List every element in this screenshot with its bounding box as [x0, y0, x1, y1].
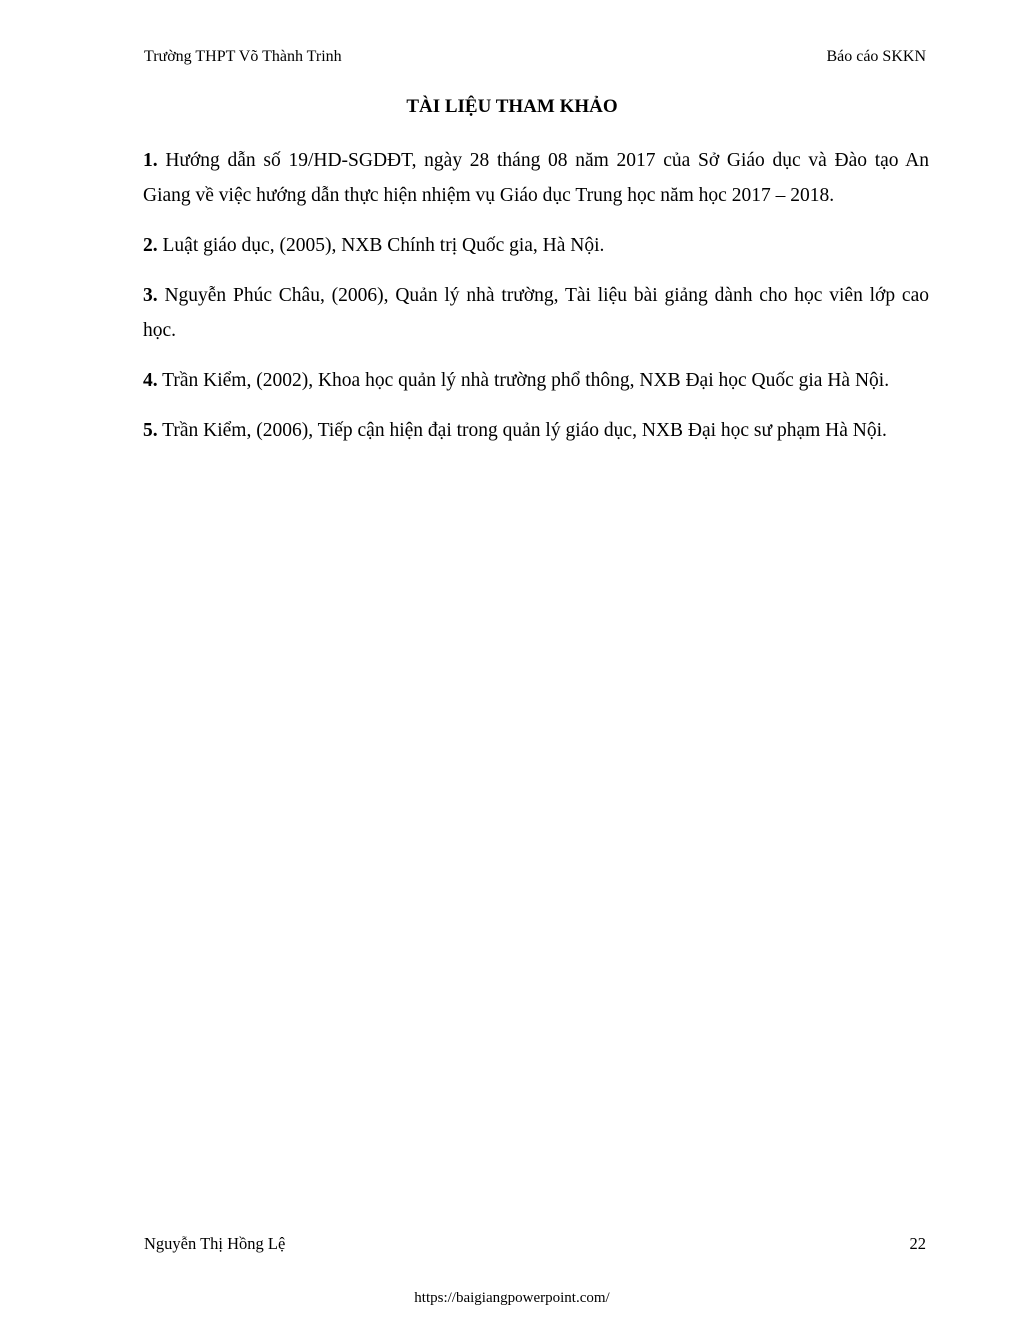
- reference-item: [143, 363, 929, 398]
- reference-text: Hướng dẫn số 19/HD-SGDĐT, ngày 28 tháng 08 năm 2017 của Sở Giáo dục và Đào tạo An Giang về việc hướng dẫn thực hiện nhiệm vụ Giáo dục Trung học năm học 2017 – 2018.: [143, 150, 929, 206]
- reference-number: 1.: [143, 150, 158, 171]
- reference-number: 3.: [143, 285, 158, 306]
- reference-item: [143, 278, 929, 348]
- reference-text: Nguyễn Phúc Châu, (2006), Quản lý nhà trường, Tài liệu bài giảng dành cho học viên lớp cao học.: [143, 285, 929, 341]
- reference-list: [143, 143, 929, 463]
- source-url: https://baigiangpowerpoint.com/: [414, 1290, 610, 1306]
- reference-text: Trần Kiểm, (2006), Tiếp cận hiện đại trong quản lý giáo dục, NXB Đại học sư phạm Hà Nội.: [157, 420, 887, 441]
- reference-text: Trần Kiểm, (2002), Khoa học quản lý nhà trường phổ thông, NXB Đại học Quốc gia Hà Nội.: [157, 370, 890, 391]
- reference-text: Luật giáo dục, (2005), NXB Chính trị Quốc gia, Hà Nội.: [157, 235, 605, 256]
- header-report-type: Báo cáo SKKN: [826, 48, 926, 65]
- page-title: TÀI LIỆU THAM KHẢO: [406, 96, 618, 117]
- reference-number: 2.: [143, 235, 158, 256]
- footer-author: Nguyễn Thị Hồng Lệ: [144, 1234, 286, 1253]
- reference-number: 4.: [143, 370, 158, 391]
- reference-item: [143, 228, 929, 263]
- reference-number: 5.: [143, 420, 158, 441]
- footer-page-number: 22: [909, 1234, 926, 1253]
- reference-item: [143, 143, 929, 213]
- header-school: Trường THPT Võ Thành Trinh: [144, 48, 342, 65]
- reference-item: [143, 413, 929, 448]
